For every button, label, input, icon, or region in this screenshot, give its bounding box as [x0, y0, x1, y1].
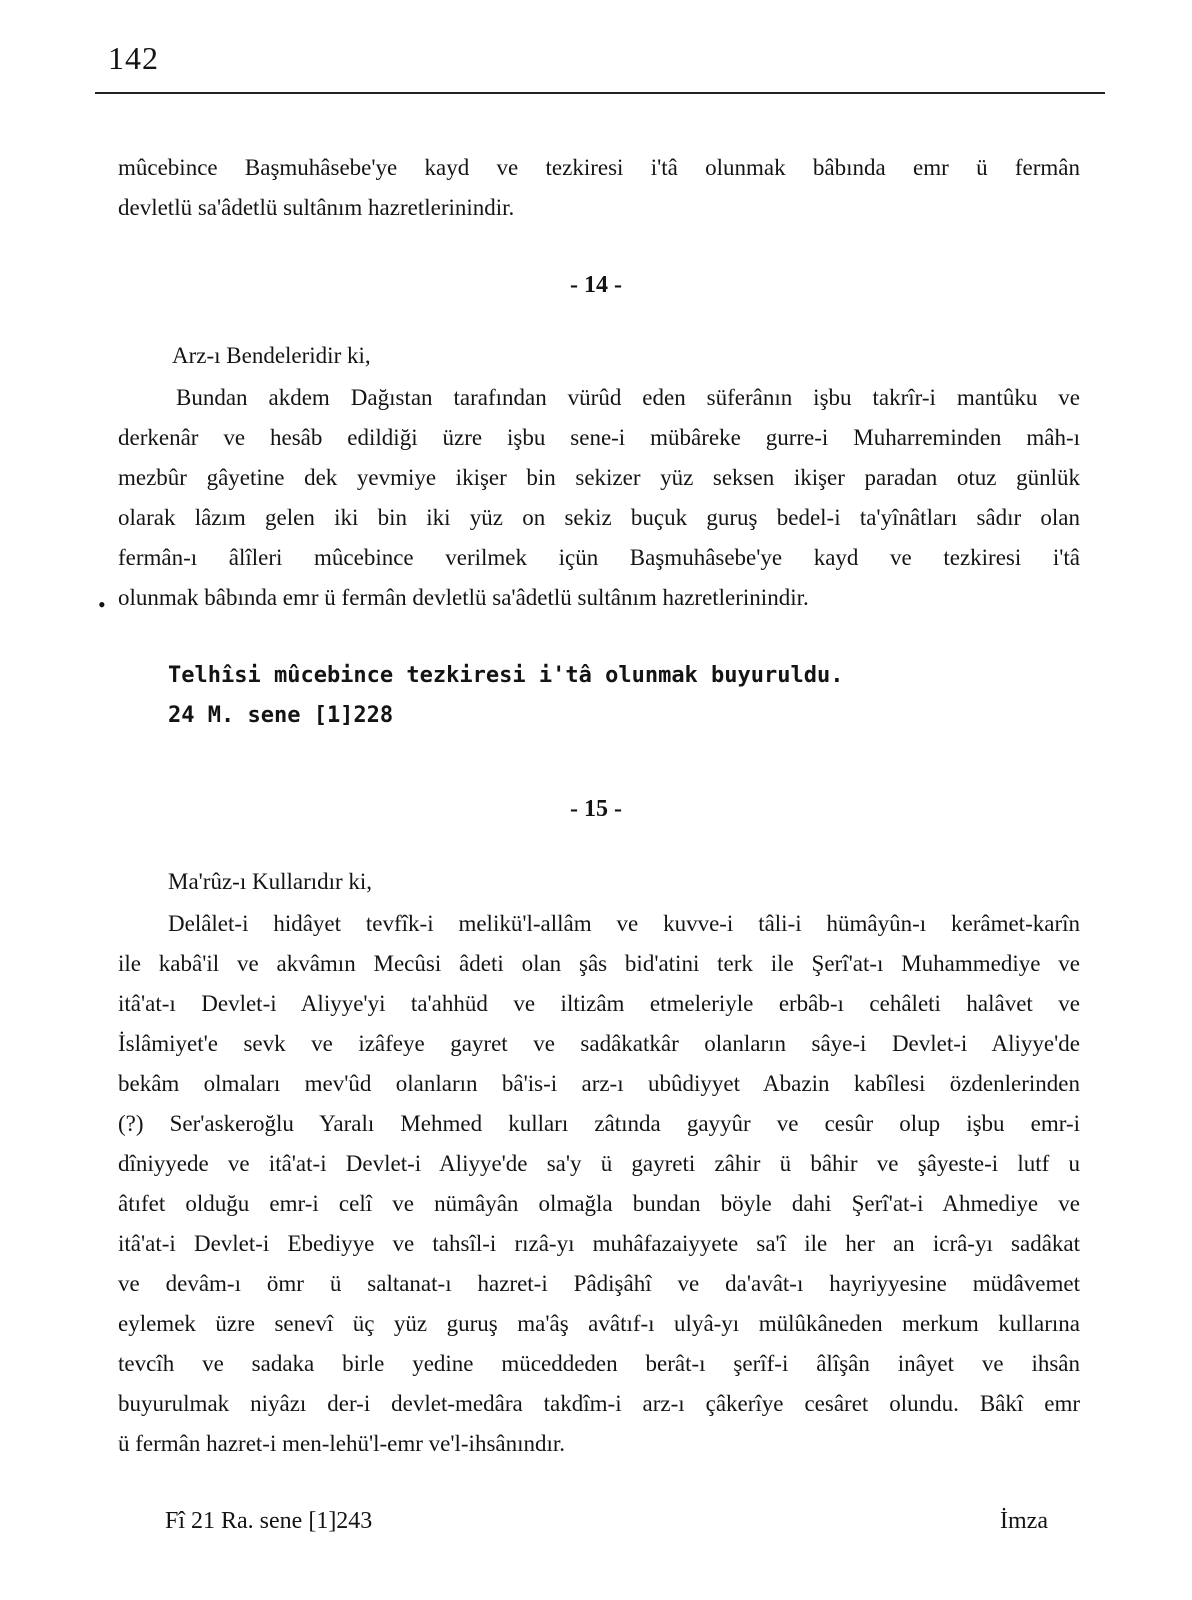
text-line: bekâm olmaları mev'ûd olanların bâ'is-i arz-ı ubûdiyyet Abazin kabîlesi özdenlerinden [118, 1071, 1080, 1096]
text-line: fermân-ı âlîleri mûcebince verilmek içün Başmuhâsebe'ye kayd ve tezkiresi i'tâ [118, 545, 1080, 570]
text-line: ü fermân hazret-i men-lehü'l-emr ve'l-ihsânındır. [118, 1431, 566, 1456]
section-heading-15: - 15 - [570, 796, 622, 822]
salutation-14 [172, 336, 1072, 376]
text-line: devletlü sa'âdetlü sultânım hazretlerinindir. [118, 195, 515, 220]
text-line: mûcebince Başmuhâsebe'ye kayd ve tezkiresi i'tâ olunmak bâbında emr ü fermân [118, 155, 1080, 180]
text-line: âtıfet olduğu emr-i celî ve nümâyân olmağla bundan böyle dahi Şerî'at-i Ahmediye ve [118, 1191, 1080, 1216]
section-heading-14: - 14 - [570, 272, 622, 298]
decree-text: Telhîsi mûcebince tezkiresi i'tâ olunmak buyuruldu. [168, 663, 844, 688]
salutation-text: Ma'rûz-ı Kullarıdır ki, [168, 869, 373, 894]
text-line: itâ'at-ı Devlet-i Aliyye'yi ta'ahhüd ve iltizâm etmeleriyle erbâb-ı cehâleti halâvet ve [118, 991, 1080, 1016]
body-15 [118, 904, 1080, 1464]
decree-14 [168, 656, 1068, 736]
text-line: mezbûr gâyetine dek yevmiye ikişer bin sekizer yüz seksen ikişer paradan otuz günlük [118, 465, 1080, 490]
text-line: eylemek üzre senevî üç yüz guruş ma'âş avâtıf-ı ulyâ-yı mülûkâneden merkum kullarına [118, 1311, 1080, 1336]
text-line: İslâmiyet'e sevk ve izâfeye gayret ve sadâkatkâr olanların sâye-i Devlet-i Aliyye'de [118, 1031, 1080, 1056]
text-line: (?) Ser'askeroğlu Yaralı Mehmed kulları zâtında gayyûr ve cesûr olup işbu emr-i [118, 1111, 1080, 1136]
text-line: buyurulmak niyâzı der-i devlet-medâra takdîm-i arz-ı çâkerîye cesâret olundu. Bâkî emr [118, 1391, 1080, 1416]
page-number: 142 [108, 40, 159, 76]
text-line: itâ'at-i Devlet-i Ebediyye ve tahsîl-i rızâ-yı muhâfazaiyyete sa'î ile her an icrâ-yı sadâkat [118, 1231, 1080, 1256]
salutation-15 [168, 862, 1068, 902]
text-line: Delâlet-i hidâyet tevfîk-i melikü'l-allâm ve kuvve-i tâli-i hümâyûn-ı kerâmet-karîn [168, 911, 1080, 936]
bullet-mark: • [98, 592, 106, 617]
text-line: olarak lâzım gelen iki bin iki yüz on sekiz buçuk guruş bedel-i ta'yînâtları sâdır olan [118, 505, 1080, 530]
intro-paragraph [118, 148, 1080, 228]
text-line: derkenâr ve hesâb edildiği üzre işbu sene-i mübâreke gurre-i Muharreminden mâh-ı [118, 425, 1080, 450]
text-line: olunmak bâbında emr ü fermân devletlü sa'âdetlü sultânım hazretlerinindir. [118, 585, 809, 610]
text-line: ile kabâ'il ve akvâmın Mecûsi âdeti olan şâs bid'atini terk ile Şerî'at-ı Muhammediye ve [118, 951, 1080, 976]
text-line: Bundan akdem Dağıstan tarafından vürûd eden süferânın işbu takrîr-i mantûku ve [176, 385, 1080, 410]
signature-label: İmza [1000, 1508, 1048, 1534]
header-rule [95, 92, 1105, 94]
text-line: tevcîh ve sadaka birle yedine müceddeden berât-ı şerîf-i âlîşân inâyet ve ihsân [118, 1351, 1080, 1376]
salutation-text: Arz-ı Bendeleridir ki, [172, 343, 371, 368]
text-line: dîniyyede ve itâ'at-i Devlet-i Aliyye'de sa'y ü gayreti zâhir ü bâhir ve şâyeste-i lutf u [118, 1151, 1080, 1176]
decree-date: 24 M. sene [1]228 [168, 703, 394, 728]
text-line: ve devâm-ı ömr ü saltanat-ı hazret-i Pâdişâhî ve da'avât-ı hayriyyesine müdâvemet [118, 1271, 1080, 1296]
body-14 [118, 378, 1080, 618]
document-date: Fî 21 Ra. sene [1]243 [165, 1508, 373, 1534]
